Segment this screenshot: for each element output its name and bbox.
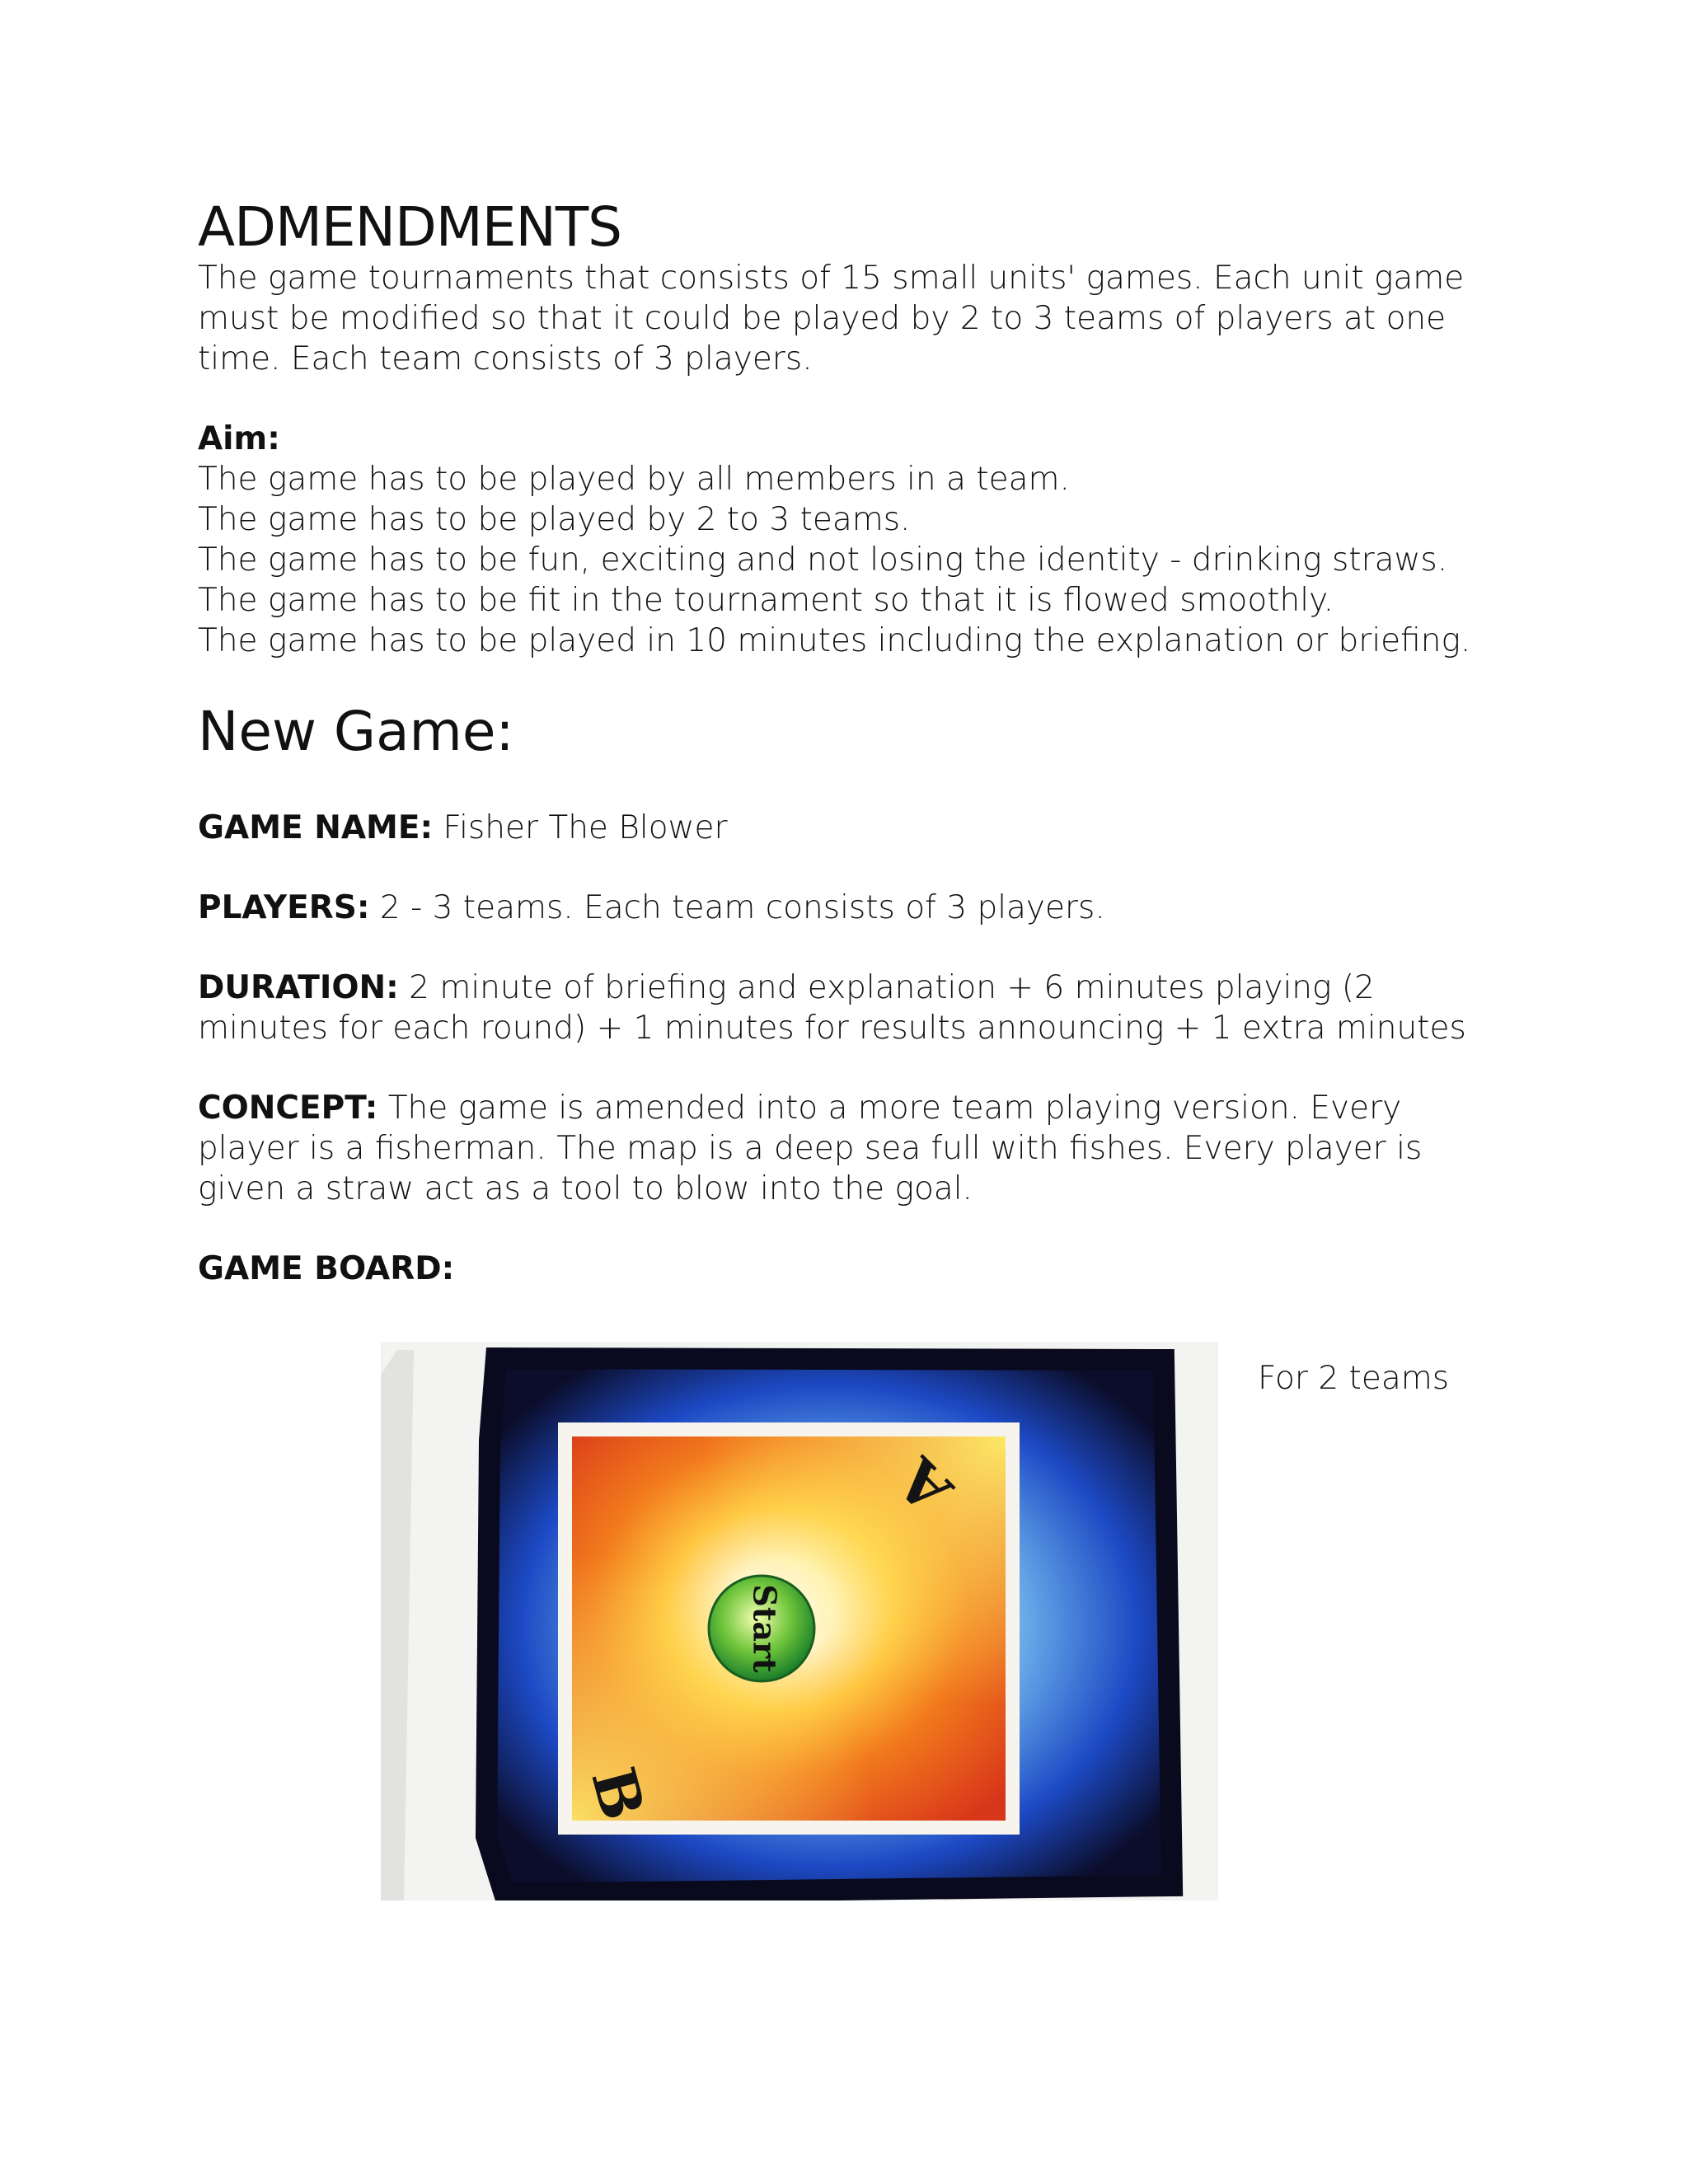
aim-item: The game has to be fun, exciting and not losing the identity - drinking straws. xyxy=(198,541,1448,579)
aim-item: The game has to be fit in the tournament so that it is flowed smoothly. xyxy=(198,581,1334,619)
start-label: Start xyxy=(746,1584,784,1673)
aim-label: Aim: xyxy=(198,419,280,457)
amendments-intro: The game tournaments that consists of 15 small units' games. Each unit game must be modified so that it could be played by 2 to 3 teams of players at one time. Each team consists of 3 players. xyxy=(198,259,1465,377)
game-board-photo xyxy=(381,1342,1218,1900)
players-value: 2 - 3 teams. Each team consists of 3 players. xyxy=(379,889,1105,927)
game-board-label: GAME BOARD: xyxy=(198,1250,455,1288)
duration-field xyxy=(198,968,1500,1048)
new-game-title: New Game: xyxy=(198,699,514,763)
duration-label: DURATION: xyxy=(198,969,399,1007)
game-board-illustration xyxy=(381,1342,1218,1900)
amendments-title: ADMENDMENTS xyxy=(198,195,622,259)
document-content xyxy=(198,195,1500,1289)
game-name-value: Fisher The Blower xyxy=(443,809,728,847)
concept-label: CONCEPT: xyxy=(198,1090,378,1127)
concept-value: The game is amended into a more team playing version. Every player is a fisherman. The map is a deep sea full with fishes. Every player is given a straw act as a tool to blow into the goal. xyxy=(198,1090,1423,1208)
aim-list xyxy=(198,459,1500,661)
aim-item: The game has to be played by 2 to 3 teams. xyxy=(198,500,911,538)
duration-value: 2 minute of briefing and explanation + 6 minutes playing (2 minutes for each round) + 1 minutes for results announcing + 1 extra minutes xyxy=(198,969,1466,1047)
corner-b-label: B xyxy=(578,1760,659,1827)
players-label: PLAYERS: xyxy=(198,889,370,927)
corner-a-label: A xyxy=(883,1444,966,1527)
game-name-label: GAME NAME: xyxy=(198,809,434,847)
players-field xyxy=(198,888,1500,928)
concept-field xyxy=(198,1088,1500,1209)
aim-item: The game has to be played by all members in a team. xyxy=(198,460,1070,498)
game-name-field xyxy=(198,808,1500,848)
aim-item: The game has to be played in 10 minutes including the explanation or briefing. xyxy=(198,621,1471,659)
board-caption: For 2 teams xyxy=(1258,1360,1450,1397)
